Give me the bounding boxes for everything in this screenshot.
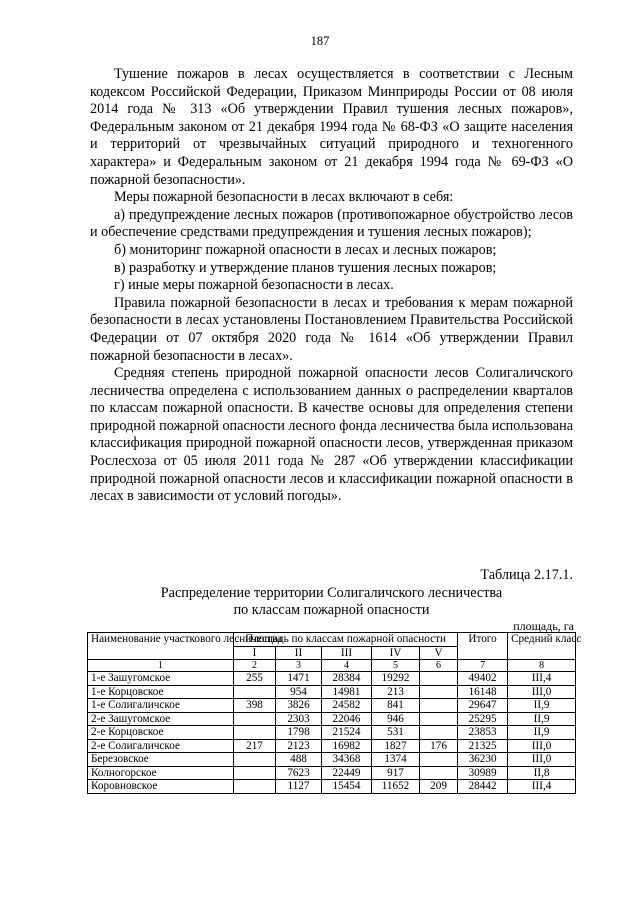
column-index: 2 [234,660,276,672]
header-class-2: II [276,646,322,660]
table-cell: 21524 [322,726,372,740]
column-index: 1 [88,660,234,672]
table-cell: III,0 [508,753,576,767]
table-cell: II,8 [508,766,576,780]
table-cell [420,766,458,780]
table-cell: 16148 [458,685,508,699]
table-cell: 1798 [276,726,322,740]
forestry-name-cell: 1-е Зашугомское [88,672,234,686]
paragraph: Правила пожарной безопасности в лесах и требования к мерам пожарной безопасности в лесах установлены Постановлением Правительства Российской Федерации от 07 октября 2020 года № 1614 «Об утверждении Правил пожарной безопасности в лесах». [90,294,573,364]
table-cell: 213 [372,685,420,699]
table-cell: 2303 [276,712,322,726]
table-cell: 22046 [322,712,372,726]
table-cell: 14981 [322,685,372,699]
table-cell: 19292 [372,672,420,686]
table-cell: 29647 [458,699,508,713]
table-cell [420,685,458,699]
forestry-name-cell: 2-е Солигаличское [88,739,234,753]
table-cell [420,699,458,713]
header-class-1: I [234,646,276,660]
table-cell: 1127 [276,780,322,794]
paragraph: Средняя степень природной пожарной опасности лесов Солигаличского лесничества определена с использованием данных о распределении кварталов по классам пожарной опасности. В качестве основы для определения степени природной пожарной опасности лесного фонда лесничества была использована классификация природной пожарной опасности лесов, утвержденная приказом Рослесхоза от 05 июля 2011 года № 287 «Об утверждении классификации природной пожарной опасности лесов и классификации пожарной опасности в лесах в зависимости от условий погоды». [90,365,573,505]
table-cell: 1374 [372,753,420,767]
header-class-4: IV [372,646,420,660]
header-area-group: Площадь по классам пожарной опасности [234,633,458,647]
table-cell: 23853 [458,726,508,740]
table-cell: III,0 [508,739,576,753]
forestry-name-cell: Колногорское [88,766,234,780]
table-cell: 841 [372,699,420,713]
table-cell: 2123 [276,739,322,753]
table-row [88,685,576,699]
table-cell [234,766,276,780]
forestry-name-cell: 2-е Зашугомское [88,712,234,726]
table-cell: 917 [372,766,420,780]
table-cell: 217 [234,739,276,753]
table-cell: II,9 [508,726,576,740]
table-cell: 7623 [276,766,322,780]
table-cell [420,726,458,740]
table-cell: II,9 [508,712,576,726]
table-row [88,726,576,740]
body-text [90,66,573,506]
table-cell: III,4 [508,780,576,794]
table-title-line2: по классам пожарной опасности [233,602,430,619]
table-cell: 34368 [322,753,372,767]
table-cell: III,0 [508,685,576,699]
table-cell: 11652 [372,780,420,794]
paragraph: г) иные меры пожарной безопасности в лесах. [114,277,394,294]
table-cell: 22449 [322,766,372,780]
forestry-name-cell: 2-е Корцовское [88,726,234,740]
column-index-row [88,660,576,672]
table-cell: 488 [276,753,322,767]
table-cell: 15454 [322,780,372,794]
table-cell: 954 [276,685,322,699]
table-cell [420,672,458,686]
header-class-5: V [420,646,458,660]
table-cell: 49402 [458,672,508,686]
header-total: Итого [458,633,508,660]
page-number: 187 [310,34,330,48]
paragraph: Меры пожарной безопасности в лесах включают в себя: [114,189,454,206]
table-cell: 946 [372,712,420,726]
column-index: 6 [420,660,458,672]
column-index: 4 [322,660,372,672]
table-cell: 30989 [458,766,508,780]
table-row [88,739,576,753]
table-cell: 24582 [322,699,372,713]
table-cell: 1827 [372,739,420,753]
table-cell: 398 [234,699,276,713]
table-row [88,780,576,794]
table-cell: 16982 [322,739,372,753]
header-class-3: III [322,646,372,660]
forestry-name-cell: Коровновское [88,780,234,794]
table-cell [420,712,458,726]
column-index: 5 [372,660,420,672]
paragraph: а) предупреждение лесных пожаров (противопожарное обустройство лесов и обеспечение средствами предупреждения и тушения лесных пожаров); [90,206,573,241]
forestry-name-cell: 1-е Корцовское [88,685,234,699]
table-title-line1: Распределение территории Солигаличского лесничества [160,584,503,601]
table-cell: 21325 [458,739,508,753]
table-body [88,672,576,794]
table-cell: 531 [372,726,420,740]
paragraph: Тушение пожаров в лесах осуществляется в соответствии с Лесным кодексом Российской Федерации, Приказом Минприроды России от 08 июля 2014 года № 313 «Об утверждении Правил тушения лесных пожаров», Федеральным законом от 21 декабря 1994 года № 68-ФЗ «О защите населения и территорий от чрезвычайных ситуаций природного и техногенного характера» и Федеральным законом от 21 декабря 1994 года № 69-ФЗ «О пожарной безопасности». [90,66,573,188]
table-row [88,753,576,767]
table-cell: 25295 [458,712,508,726]
fire-hazard-table [87,632,582,794]
column-index: 7 [458,660,508,672]
table-cell [234,685,276,699]
forestry-name-cell: Березовское [88,753,234,767]
table-cell [234,726,276,740]
unit-label: площадь, га [513,619,574,633]
paragraph: б) мониторинг пожарной опасности в лесах и лесных пожаров; [114,241,497,258]
table-cell: 28442 [458,780,508,794]
table-cell [234,712,276,726]
table-cell: 36230 [458,753,508,767]
paragraph: в) разработку и утверждение планов тушения лесных пожаров; [114,259,497,276]
forestry-name-cell: 1-е Солигаличское [88,699,234,713]
header-name: Наименование участкового лесничества [88,633,234,660]
table-cell: 28384 [322,672,372,686]
table-cell [234,780,276,794]
table-cell: II,9 [508,699,576,713]
table-number: Таблица 2.17.1. [480,567,573,583]
table-row [88,699,576,713]
column-index: 3 [276,660,322,672]
table-cell [420,753,458,767]
table-row [88,672,576,686]
table-cell: 209 [420,780,458,794]
table-cell: 1471 [276,672,322,686]
column-index: 8 [508,660,576,672]
table-cell: 176 [420,739,458,753]
table-caption [90,567,573,620]
table-cell: 3826 [276,699,322,713]
table-row [88,766,576,780]
table-row [88,712,576,726]
table-cell: 255 [234,672,276,686]
header-average-class: Средний класс [508,633,576,660]
table-cell: III,4 [508,672,576,686]
table-cell [234,753,276,767]
